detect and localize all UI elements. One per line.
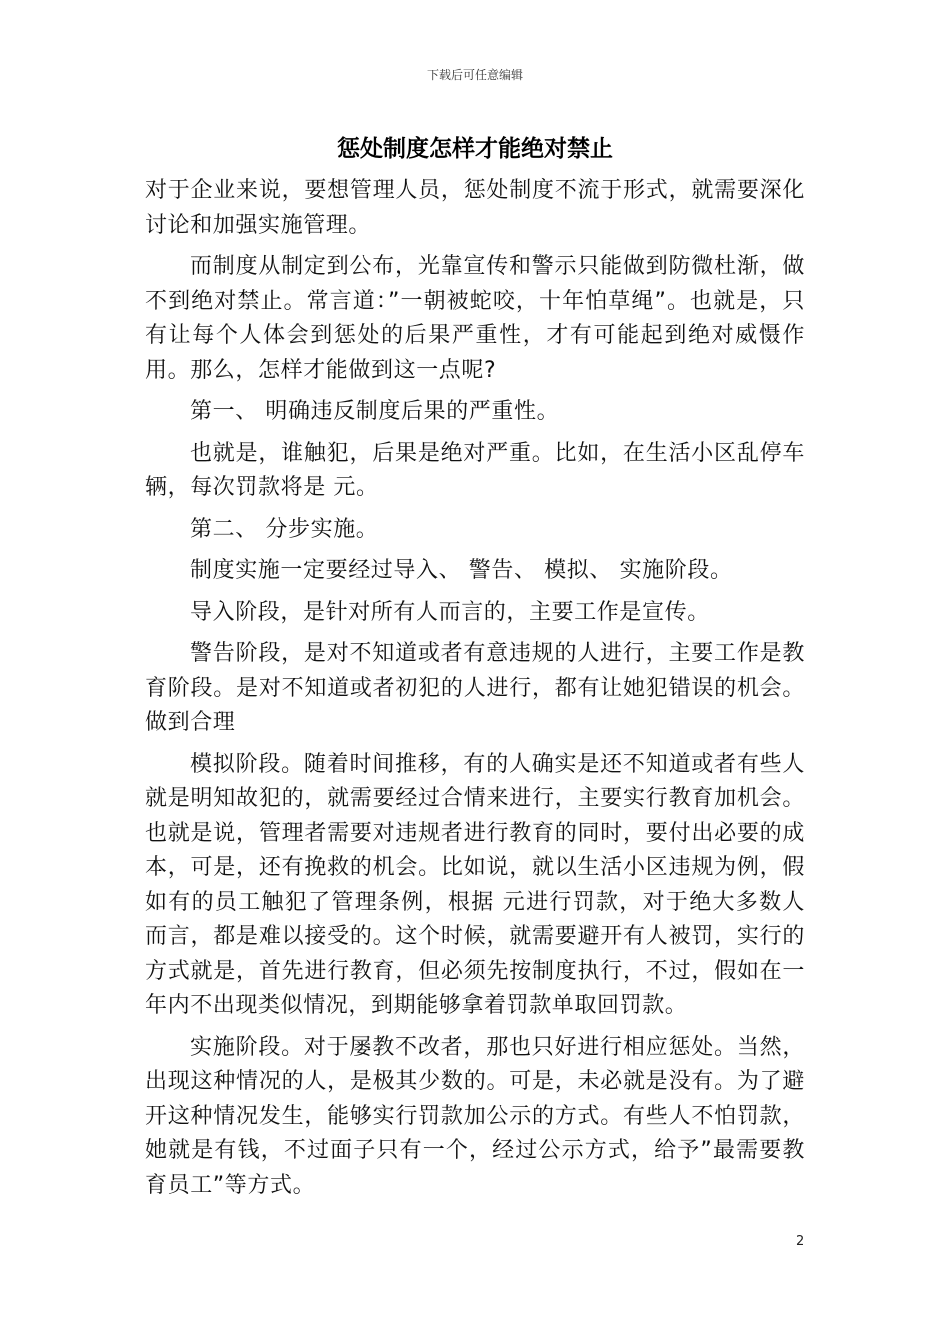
page-number: 2 bbox=[796, 1234, 805, 1249]
paragraph-10: 实施阶段。对于屡教不改者，那也只好进行相应惩处。当然，出现这种情况的人，是极其少数的。可是，未必就是没有。为了避开这种情况发生，能够实行罚款加公示的方式。有些人不怕罚款，她就是有钱，不过面子只有一个，经过公示方式，给予”最需要教育员工”等方式。 bbox=[145, 1034, 805, 1198]
paragraph-2: 而制度从制定到公布，光靠宣传和警示只能做到防微杜渐，做不到绝对禁止。常言道：”一朝被蛇咬，十年怕草绳”。也就是，只有让每个人体会到惩处的后果严重性，才有可能起到绝对威慑作用。那么，怎样才能做到这一点呢? bbox=[145, 254, 805, 383]
paragraph-1: 对于企业来说，要想管理人员，惩处制度不流于形式，就需要深化讨论和加强实施管理。 bbox=[145, 178, 805, 238]
paragraph-7: 导入阶段，是针对所有人而言的，主要工作是宣传。 bbox=[190, 599, 710, 625]
paragraph-9: 模拟阶段。随着时间推移，有的人确实是还不知道或者有些人就是明知故犯的，就需要经过合情来进行，主要实行教育加机会。也就是说，管理者需要对违规者进行教育的同时，要付出必要的成本，可是，还有挽救的机会。比如说，就以生活小区违规为例，假如有的员工触犯了管理条例，根据 元进行罚款，对于绝大多数人而言，都是难以接受的。这个时候，就需要避开有人被罚，实行的方式就是，首先进行教育，但必须先按制度执行，不过，假如在一年内不出现类似情况，到期能够拿着罚款单取回罚款。 bbox=[145, 751, 805, 1018]
document-title: 惩处制度怎样才能绝对禁止 bbox=[337, 136, 613, 162]
paragraph-4: 也就是，谁触犯，后果是绝对严重。比如，在生活小区乱停车辆，每次罚款将是 元。 bbox=[145, 440, 805, 500]
paragraph-5: 第二、 分步实施。 bbox=[190, 516, 379, 542]
paragraph-3: 第一、 明确违反制度后果的严重性。 bbox=[190, 399, 560, 424]
paragraph-8: 警告阶段，是对不知道或者有意违规的人进行，主要工作是教育阶段。是对不知道或者初犯的人进行，都有让她犯错误的机会。做到合理 bbox=[145, 641, 805, 735]
header-note: 下载后可任意编辑 bbox=[426, 68, 523, 82]
document-body bbox=[145, 174, 805, 1210]
paragraph-6: 制度实施一定要经过导入、 警告、 模拟、 实施阶段。 bbox=[190, 558, 733, 583]
